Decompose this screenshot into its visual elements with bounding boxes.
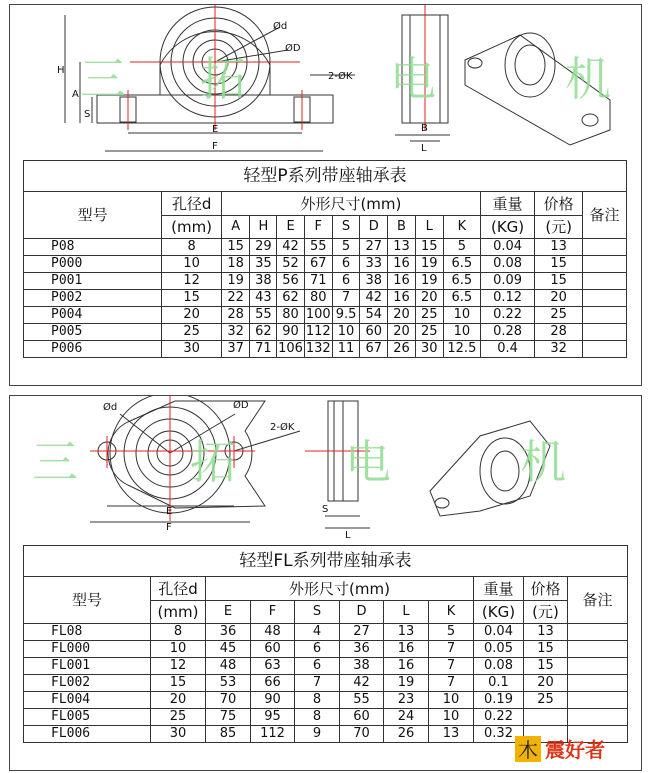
p-col-weight: 重量 [480, 192, 534, 216]
p-col-model: 型号 [24, 192, 162, 239]
table-cell: 6 [295, 641, 340, 658]
table-cell: 60 [360, 324, 388, 341]
table-cell: 6 [295, 658, 340, 675]
table-cell: 67 [360, 341, 388, 358]
table-row [24, 290, 627, 307]
table-row [24, 341, 627, 358]
p-col-bore-unit: (mm) [162, 216, 222, 239]
label-k: 2-ØK [328, 71, 353, 82]
table-cell: 9 [295, 726, 340, 743]
table-cell: 15 [524, 658, 568, 675]
table-cell: 15 [222, 239, 250, 256]
fl-label-d-small: Ød [103, 402, 118, 413]
table-cell: 70 [340, 726, 384, 743]
table-row [24, 239, 627, 256]
table-cell: 35 [250, 256, 277, 273]
label-d-small: Ød [273, 21, 288, 32]
table-cell: 16 [388, 290, 415, 307]
p-series-panel [9, 4, 642, 386]
table-cell [583, 239, 627, 256]
model-cell: P08 [24, 239, 162, 256]
model-cell: FL08 [24, 624, 151, 641]
table-cell: 90 [277, 324, 304, 341]
table-cell: 0.08 [480, 256, 534, 273]
table-cell: 28 [222, 307, 250, 324]
table-cell: 22 [222, 290, 250, 307]
table-row [24, 624, 628, 641]
p-spec-table [23, 160, 627, 358]
table-cell: 12 [151, 658, 206, 675]
table-cell: 20 [151, 692, 206, 709]
table-cell: 112 [305, 324, 331, 339]
table-cell: 48 [206, 658, 251, 675]
p-col-price-unit: (元) [535, 216, 583, 239]
table-cell: 8 [151, 624, 206, 641]
table-cell: 13 [388, 239, 415, 256]
label-d-large: ØD [285, 43, 301, 54]
table-cell: 20 [524, 675, 568, 692]
table-cell: 32 [535, 341, 583, 358]
fl-dim-col: K [429, 601, 474, 624]
table-cell: 7 [429, 641, 474, 658]
p-col-weight-unit: (KG) [480, 216, 534, 239]
table-cell: 10 [443, 307, 480, 324]
table-cell: 16 [388, 256, 415, 273]
p-dim-col: H [250, 216, 277, 239]
label-f: F [212, 141, 218, 152]
table-cell: 60 [340, 709, 384, 726]
table-cell: 80 [277, 307, 304, 324]
table-cell: 20 [388, 324, 415, 341]
table-cell: 7 [295, 675, 340, 692]
model-cell: P006 [24, 341, 162, 358]
table-cell: 13 [524, 624, 568, 641]
model-cell: P001 [24, 273, 162, 290]
table-cell: 33 [360, 256, 388, 273]
table-cell: 6 [332, 256, 359, 273]
table-cell: 12.5 [443, 341, 480, 358]
fl-table-title: 轻型FL系列带座轴承表 [24, 546, 628, 577]
table-cell: 26 [388, 341, 415, 358]
table-cell [583, 290, 627, 307]
table-cell: 0.22 [474, 709, 524, 726]
fl-dim-col: L [384, 601, 429, 624]
table-cell: 71 [304, 273, 332, 290]
model-cell: P000 [24, 256, 162, 273]
table-cell: 15 [162, 290, 222, 307]
fl-dim-col: D [340, 601, 384, 624]
table-cell [568, 675, 628, 692]
table-cell: 55 [340, 692, 384, 709]
table-cell: 13 [384, 624, 429, 641]
model-cell: P004 [24, 307, 162, 324]
table-cell: 132 [305, 341, 331, 356]
table-cell: 90 [251, 692, 295, 709]
table-cell: 10 [162, 256, 222, 273]
table-cell: 16 [384, 641, 429, 658]
table-cell: 10 [151, 641, 206, 658]
fl-label-e: E [166, 506, 173, 517]
label-l: L [421, 143, 427, 154]
table-cell [583, 273, 627, 290]
table-cell: 15 [535, 273, 583, 290]
table-cell: 100 [305, 307, 331, 322]
table-cell: 27 [360, 239, 388, 256]
table-cell: 8 [162, 239, 222, 256]
table-cell: 80 [304, 290, 332, 307]
table-cell: 6.5 [443, 273, 480, 290]
table-cell [524, 709, 568, 726]
table-cell: 0.09 [480, 273, 534, 290]
table-cell: 43 [250, 290, 277, 307]
table-cell: 19 [384, 675, 429, 692]
table-cell: 0.04 [480, 239, 534, 256]
fl-table-body [24, 624, 628, 743]
table-cell: 5 [429, 624, 474, 641]
table-cell: 55 [304, 239, 332, 256]
table-cell: 26 [384, 726, 429, 743]
fl-col-bore-unit: (mm) [151, 601, 206, 624]
table-cell [583, 324, 627, 341]
table-cell [568, 709, 628, 726]
watermark-char: 拓 [190, 435, 236, 489]
table-cell: 62 [250, 324, 277, 341]
table-cell: 38 [250, 273, 277, 290]
table-cell: 25 [535, 307, 583, 324]
p-col-price: 价格 [535, 192, 583, 216]
logo-text: 震好者 [545, 738, 605, 762]
label-a: A [72, 89, 79, 100]
table-cell: 0.32 [474, 726, 524, 743]
p-col-bore: 孔径d [162, 192, 222, 216]
table-cell: 30 [415, 341, 443, 358]
table-row [24, 273, 627, 290]
table-cell: 11 [332, 341, 359, 358]
table-cell: 25 [415, 307, 443, 324]
table-cell [583, 256, 627, 273]
table-cell: 0.19 [474, 692, 524, 709]
table-cell: 25 [151, 709, 206, 726]
brand-logo [515, 734, 635, 764]
table-cell: 71 [250, 341, 277, 358]
table-cell: 29 [250, 239, 277, 256]
table-cell: 112 [251, 726, 295, 743]
table-cell: 6 [332, 273, 359, 290]
table-cell: 10 [332, 324, 359, 341]
table-cell: 8 [295, 709, 340, 726]
table-row [24, 641, 628, 658]
table-cell [583, 341, 627, 358]
table-cell: 25 [524, 692, 568, 709]
table-cell: 10 [443, 324, 480, 341]
watermark-char: 电 [390, 52, 436, 106]
p-dim-col: B [388, 216, 415, 239]
table-cell: 6.5 [443, 290, 480, 307]
table-cell: 67 [304, 256, 332, 273]
fl-col-price: 价格 [524, 577, 568, 601]
table-cell: 48 [251, 624, 295, 641]
p-table-title: 轻型P系列带座轴承表 [24, 161, 627, 192]
fl-series-panel [9, 395, 642, 771]
table-cell: 60 [251, 641, 295, 658]
table-cell: 15 [524, 641, 568, 658]
table-cell: 42 [277, 239, 304, 256]
table-cell: 19 [415, 256, 443, 273]
table-cell: 15 [535, 256, 583, 273]
p-dim-col: L [415, 216, 443, 239]
p-col-note: 备注 [583, 192, 627, 239]
table-cell: 9.5 [332, 307, 359, 324]
table-cell: 52 [277, 256, 304, 273]
table-cell: 19 [415, 273, 443, 290]
table-cell: 0.4 [480, 341, 534, 358]
p-dim-col: E [277, 216, 304, 239]
model-cell: FL001 [24, 658, 151, 675]
table-cell: 42 [340, 675, 384, 692]
table-cell: 75 [206, 709, 251, 726]
table-cell: 32 [222, 324, 250, 341]
table-cell: 62 [277, 290, 304, 307]
table-cell [568, 641, 628, 658]
model-cell: FL005 [24, 709, 151, 726]
label-h: H [57, 65, 65, 76]
model-cell: FL006 [24, 726, 151, 743]
table-cell: 0.08 [474, 658, 524, 675]
model-cell: P002 [24, 290, 162, 307]
table-cell: 27 [340, 624, 384, 641]
p-dim-col: S [332, 216, 359, 239]
logo-mark: 木 [518, 738, 538, 762]
table-cell: 66 [251, 675, 295, 692]
fl-dim-col: F [251, 601, 295, 624]
table-cell: 0.22 [480, 307, 534, 324]
fl-col-model: 型号 [24, 577, 151, 624]
model-cell: P005 [24, 324, 162, 341]
p-dim-col: F [304, 216, 332, 239]
fl-label-s: S [322, 504, 329, 515]
p-dim-col: K [443, 216, 480, 239]
table-row [24, 658, 628, 675]
table-cell [568, 624, 628, 641]
table-cell: 55 [250, 307, 277, 324]
fl-dim-col: E [206, 601, 251, 624]
table-cell: 20 [388, 307, 415, 324]
table-cell: 30 [151, 726, 206, 743]
fl-spec-table [23, 545, 628, 743]
fl-col-note: 备注 [568, 577, 628, 624]
table-row [24, 307, 627, 324]
table-cell: 10 [429, 709, 474, 726]
p-dim-col: A [222, 216, 250, 239]
fl-label-f: F [166, 522, 172, 533]
table-cell: 8 [295, 692, 340, 709]
model-cell: FL002 [24, 675, 151, 692]
table-cell: 42 [360, 290, 388, 307]
table-cell: 18 [222, 256, 250, 273]
table-cell: 0.05 [474, 641, 524, 658]
table-cell: 0.12 [480, 290, 534, 307]
table-cell: 25 [162, 324, 222, 341]
label-b: B [421, 123, 428, 134]
table-row [24, 675, 628, 692]
table-cell [568, 658, 628, 675]
table-cell: 56 [277, 273, 304, 290]
table-cell: 24 [384, 709, 429, 726]
fl-dim-col: S [295, 601, 340, 624]
table-cell: 63 [251, 658, 295, 675]
table-cell: 6.5 [443, 256, 480, 273]
table-cell: 15 [151, 675, 206, 692]
model-cell: FL004 [24, 692, 151, 709]
table-cell: 20 [535, 290, 583, 307]
table-row [24, 256, 627, 273]
table-cell: 0.04 [474, 624, 524, 641]
table-cell: 95 [251, 709, 295, 726]
fl-label-l: L [345, 530, 351, 541]
table-cell: 36 [340, 641, 384, 658]
table-cell: 36 [206, 624, 251, 641]
watermark-char: 三 [32, 435, 78, 489]
table-cell [568, 692, 628, 709]
table-cell: 15 [415, 239, 443, 256]
table-cell: 10 [429, 692, 474, 709]
fl-col-bore: 孔径d [151, 577, 206, 601]
table-cell: 45 [206, 641, 251, 658]
table-cell: 38 [360, 273, 388, 290]
table-row [24, 692, 628, 709]
table-cell: 37 [222, 341, 250, 358]
table-cell: 0.1 [474, 675, 524, 692]
table-cell: 54 [360, 307, 388, 324]
fl-col-weight: 重量 [474, 577, 524, 601]
watermark-char: 机 [565, 52, 611, 106]
table-cell: 25 [415, 324, 443, 341]
table-cell: 38 [340, 658, 384, 675]
fl-col-price-unit: (元) [524, 601, 568, 624]
table-cell: 16 [388, 273, 415, 290]
p-col-dims: 外形尺寸(mm) [222, 192, 481, 216]
table-cell: 53 [206, 675, 251, 692]
table-cell [583, 307, 627, 324]
table-cell: 85 [206, 726, 251, 743]
table-cell: 13 [535, 239, 583, 256]
model-cell: FL000 [24, 641, 151, 658]
table-cell: 28 [535, 324, 583, 341]
table-cell: 12 [162, 273, 222, 290]
table-cell: 70 [206, 692, 251, 709]
table-cell: 7 [429, 658, 474, 675]
table-cell: 23 [384, 692, 429, 709]
table-cell: 30 [162, 341, 222, 358]
watermark-char: 电 [345, 435, 391, 489]
table-cell: 19 [222, 273, 250, 290]
watermark-char: 拓 [200, 52, 246, 106]
fl-label-d-large: ØD [233, 400, 249, 411]
p-table-body [24, 239, 627, 358]
table-cell: 7 [429, 675, 474, 692]
fl-label-k: 2-ØK [270, 422, 295, 433]
p-dim-col: D [360, 216, 388, 239]
table-cell: 5 [332, 239, 359, 256]
watermark-char: 三 [80, 52, 126, 106]
table-row [24, 709, 628, 726]
table-cell: 4 [295, 624, 340, 641]
label-e: E [212, 124, 219, 135]
fl-col-dims: 外形尺寸(mm) [206, 577, 474, 601]
table-cell: 20 [162, 307, 222, 324]
table-cell: 13 [429, 726, 474, 743]
fl-col-weight-unit: (KG) [474, 601, 524, 624]
label-s: S [84, 109, 91, 120]
table-cell: 20 [415, 290, 443, 307]
table-cell: 7 [332, 290, 359, 307]
table-row [24, 324, 627, 341]
table-cell: 5 [443, 239, 480, 256]
table-cell: 106 [278, 341, 303, 356]
watermark-char: 机 [520, 435, 566, 489]
table-cell: 16 [384, 658, 429, 675]
table-cell: 0.28 [480, 324, 534, 341]
